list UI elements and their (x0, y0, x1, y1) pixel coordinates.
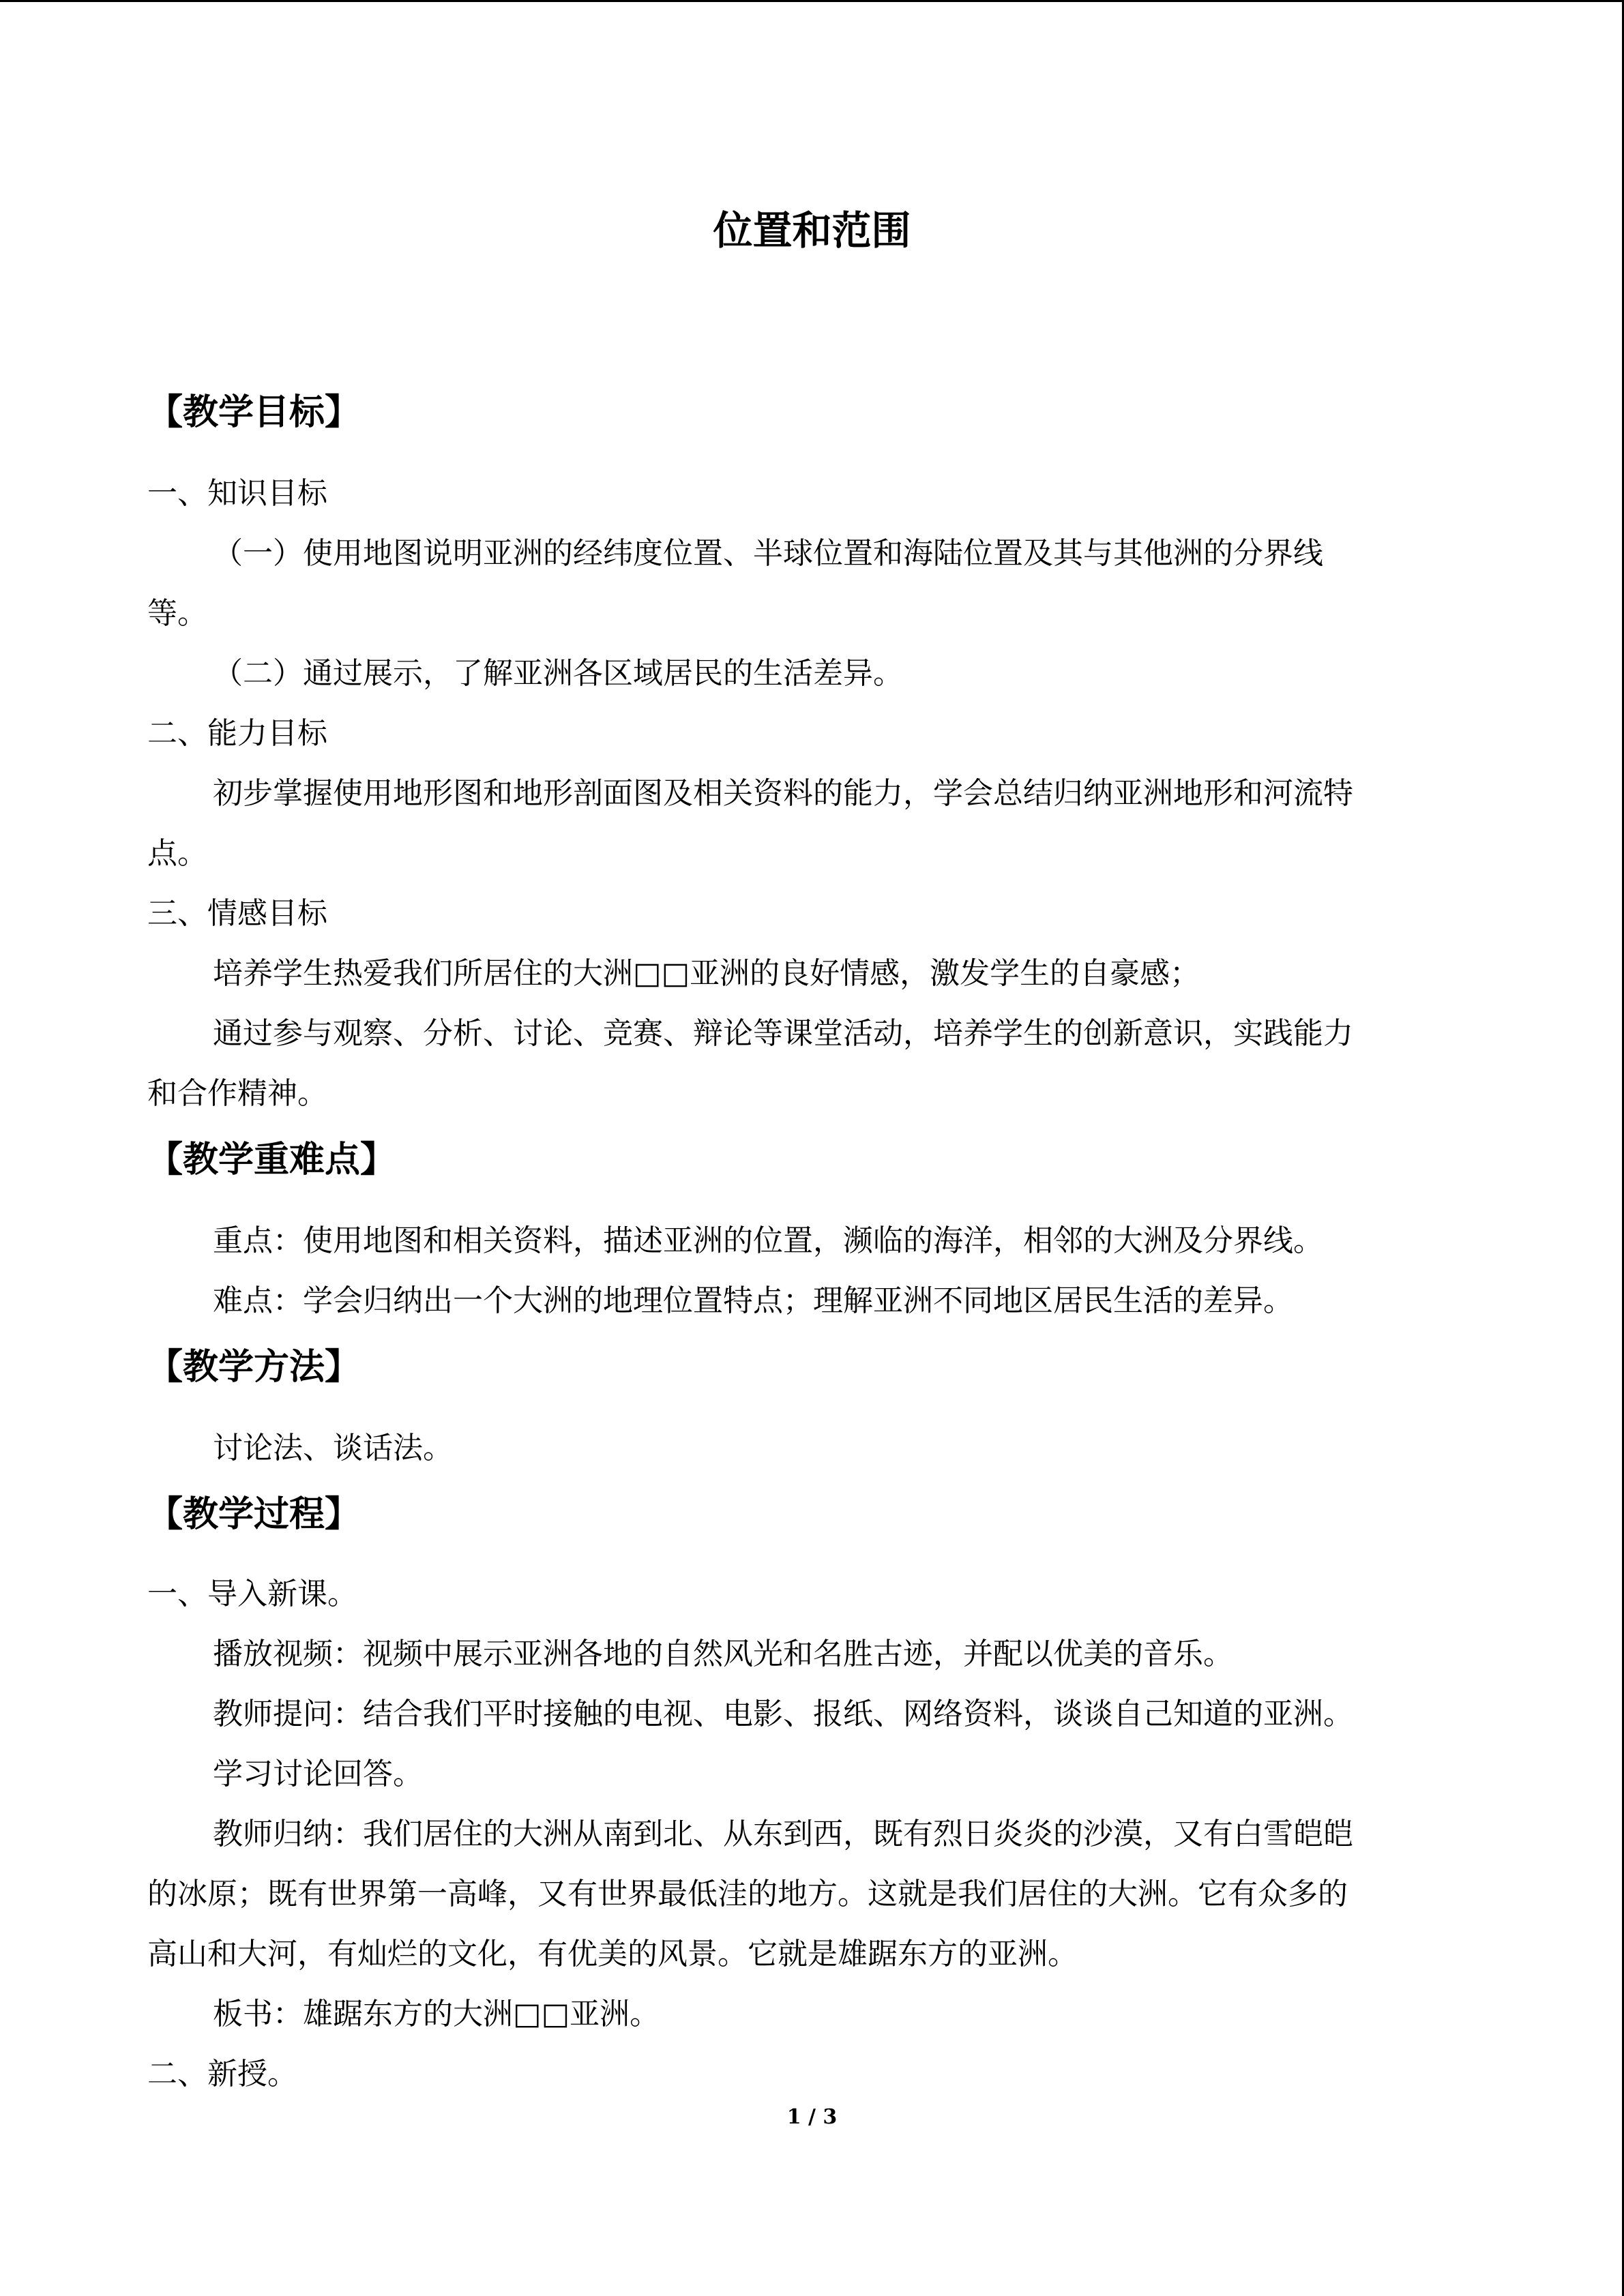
emotion-paragraph-2-cont: 和合作精神。 (147, 1076, 327, 1111)
ability-text-cont: 点。 (147, 836, 207, 871)
emotion-label: 三、情感目标 (147, 896, 327, 931)
ability-text: 初步掌握使用地形图和地形剖面图及相关资料的能力，学会总结归纳亚洲地形和河流特 (213, 776, 1353, 811)
process-summary-cont-2: 高山和大河，有灿烂的文化，有优美的风景。它就是雄踞东方的亚洲。 (147, 1937, 1078, 1971)
knowledge-item-1: （一）使用地图说明亚洲的经纬度位置、半球位置和海陆位置及其与其他洲的分界线 (213, 536, 1323, 571)
knowledge-item-2: （二）通过展示，了解亚洲各区域居民的生活差异。 (213, 656, 903, 691)
section-heading-objectives: 【教学目标】 (147, 391, 361, 433)
methods-text: 讨论法、谈话法。 (213, 1431, 453, 1465)
section-heading-methods: 【教学方法】 (147, 1346, 361, 1388)
process-question: 教师提问：结合我们平时接触的电视、电影、报纸、网络资料，谈谈自己知道的亚洲。 (213, 1697, 1353, 1731)
process-summary-cont-1: 的冰原；既有世界第一高峰，又有世界最低洼的地方。这就是我们居住的大洲。它有众多的 (147, 1877, 1348, 1911)
process-new-label: 二、新授。 (147, 2057, 297, 2091)
knowledge-label: 一、知识目标 (147, 476, 327, 511)
emotion-paragraph-1: 培养学生热爱我们所居住的大洲□□亚洲的良好情感，激发学生的自豪感； (213, 956, 1200, 991)
key-point-text: 重点：使用地图和相关资料，描述亚洲的位置，濒临的海洋，相邻的大洲及分界线。 (213, 1223, 1323, 1258)
process-summary: 教师归纳：我们居住的大洲从南到北、从东到西，既有烈日炎炎的沙漠，又有白雪皑皑 (213, 1817, 1353, 1851)
knowledge-item-1-cont: 等。 (147, 596, 207, 631)
emotion-paragraph-2: 通过参与观察、分析、讨论、竞赛、辩论等课堂活动，培养学生的创新意识，实践能力 (213, 1016, 1353, 1051)
process-discussion: 学习讨论回答。 (213, 1757, 423, 1791)
difficult-point-text: 难点：学会归纳出一个大洲的地理位置特点；理解亚洲不同地区居民生活的差异。 (213, 1283, 1293, 1318)
process-video: 播放视频：视频中展示亚洲各地的自然风光和名胜古迹，并配以优美的音乐。 (213, 1637, 1233, 1671)
section-heading-key-points: 【教学重难点】 (147, 1139, 396, 1180)
page-border-top (0, 0, 1624, 2)
page-number: 1 / 3 (786, 2105, 838, 2129)
page-title: 位置和范围 (713, 207, 911, 254)
ability-label: 二、能力目标 (147, 716, 327, 751)
process-board: 板书：雄踞东方的大洲□□亚洲。 (213, 1997, 660, 2031)
section-heading-process: 【教学过程】 (147, 1493, 361, 1535)
process-intro-label: 一、导入新课。 (147, 1577, 357, 1611)
